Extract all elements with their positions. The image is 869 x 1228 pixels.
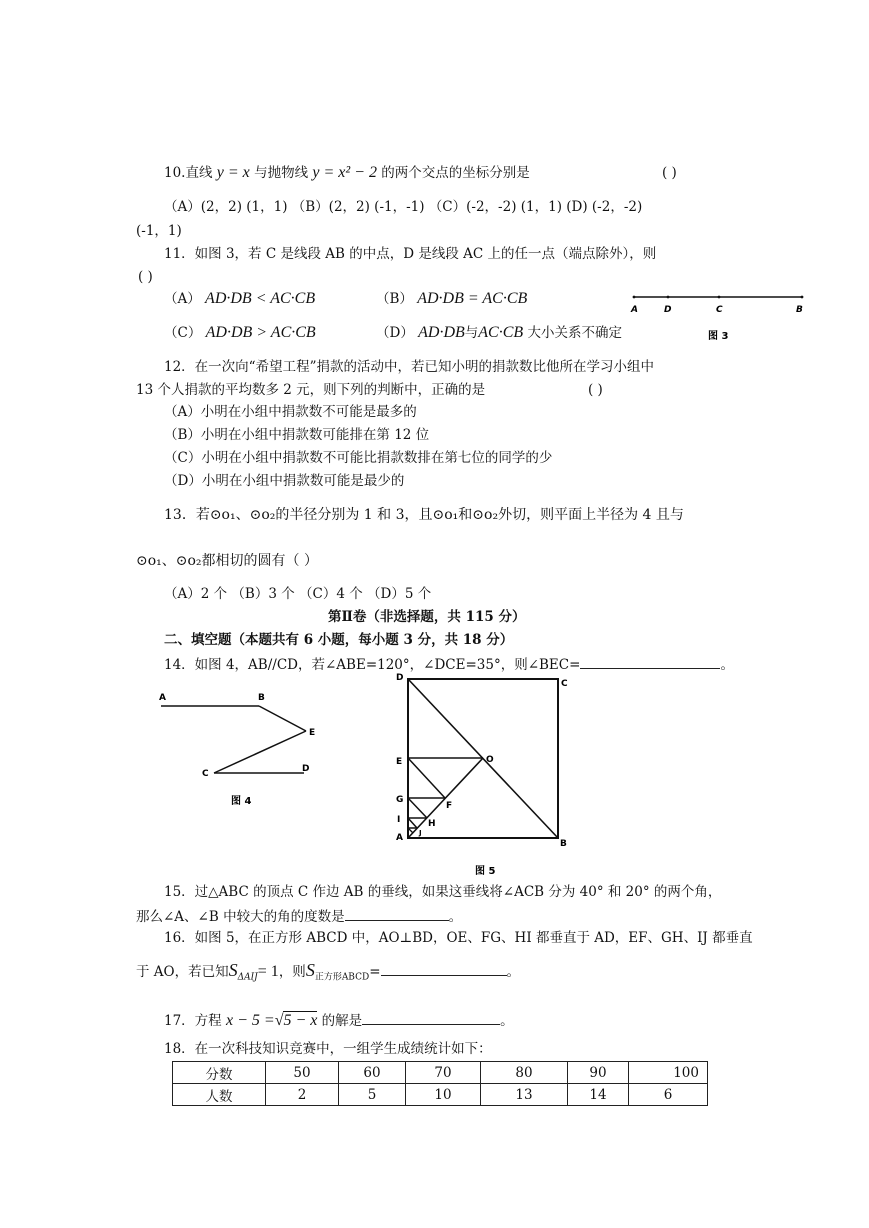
q11-option-a: （A） AD·DB < AC·CB bbox=[164, 290, 316, 307]
q16-answer-blank[interactable] bbox=[381, 961, 507, 976]
section2-title: 二、填空题（本题共有 6 小题，每小题 3 分，共 18 分） bbox=[164, 632, 514, 648]
q11-option-c: （C） AD·DB > AC·CB bbox=[164, 324, 316, 341]
q10-options-line1: （A）(2，2) (1，1) （B）(2，2) (-1，-1) （C）(-2，-2) (1，1) (D) (-2，-2) bbox=[164, 199, 643, 215]
table-cell: 5 bbox=[339, 1084, 406, 1106]
q12-line2: 13 个人捐款的平均数多 2 元，则下列的判断中，正确的是 bbox=[136, 382, 486, 398]
q12-option-c: （C）小明在小组中捐款数不可能比捐款数排在第七位的同学的少 bbox=[164, 450, 553, 466]
fig5-line-ef bbox=[408, 758, 445, 798]
q13-line2: ⊙o₁、⊙o₂都相切的圆有（ ） bbox=[136, 553, 318, 569]
fig5-caption: 图 5 bbox=[475, 866, 496, 877]
q17-answer-blank[interactable] bbox=[362, 1010, 500, 1025]
fig5-label-g: G bbox=[396, 795, 404, 805]
fig5-label-i: I bbox=[397, 815, 401, 825]
fig5-label-o: O bbox=[486, 755, 494, 765]
table-cell: 90 bbox=[568, 1062, 629, 1084]
table-cell: 100 bbox=[629, 1062, 708, 1084]
table-cell: 60 bbox=[339, 1062, 406, 1084]
fig4-caption: 图 4 bbox=[231, 796, 252, 807]
fig5-label-j: J bbox=[419, 829, 422, 837]
q10-options-line2: (-1，1) bbox=[136, 223, 182, 239]
part2-title: 第Ⅱ卷（非选择题，共 115 分） bbox=[328, 609, 526, 625]
fig3-point-c bbox=[718, 296, 721, 299]
q10-eq2: y = x² − 2 bbox=[312, 164, 377, 181]
table-cell: 6 bbox=[629, 1084, 708, 1106]
q10-stem: 10.直线 y = x 与抛物线 y = x² − 2 的两个交点的坐标分别是 bbox=[164, 164, 530, 181]
q13-options: （A）2 个 （B）3 个 （C）4 个 （D）5 个 bbox=[164, 586, 432, 602]
table-cell: 13 bbox=[481, 1084, 568, 1106]
table-cell: 10 bbox=[406, 1084, 481, 1106]
figure-4 bbox=[155, 688, 330, 810]
fig4-label-e: E bbox=[309, 728, 316, 738]
fig3-label-b: B bbox=[796, 305, 803, 315]
q14-answer-blank[interactable] bbox=[580, 654, 720, 669]
fig5-label-b: B bbox=[560, 839, 567, 849]
score-table bbox=[172, 1061, 708, 1106]
fig4-line-ec bbox=[214, 731, 306, 773]
table-cell: 70 bbox=[406, 1062, 481, 1084]
sqrt-symbol: √ bbox=[274, 1012, 284, 1029]
table-cell: 人数 bbox=[173, 1084, 266, 1106]
q12-option-d: （D）小明在小组中捐款数可能是最少的 bbox=[164, 473, 405, 489]
q15-answer-blank[interactable] bbox=[345, 906, 449, 921]
q12-option-b: （B）小明在小组中捐款数可能排在第 12 位 bbox=[164, 427, 430, 443]
fig3-point-d bbox=[667, 296, 670, 299]
figure-5 bbox=[390, 670, 580, 882]
q11-stem: 11．如图 3，若 C 是线段 AB 的中点，D 是线段 AC 上的任一点（端点除外），则 bbox=[164, 246, 657, 262]
q12-option-a: （A）小明在小组中捐款数不可能是最多的 bbox=[164, 404, 417, 420]
q16-line1: 16．如图 5，在正方形 ABCD 中，AO⊥BD，OE、FG、HI 都垂直于 AD，EF、GH、IJ 都垂直 bbox=[164, 930, 753, 946]
q13-line1: 13．若⊙o₁、⊙o₂的半径分别为 1 和 3，且⊙o₁和⊙o₂外切，则平面上半径为 4 且与 bbox=[164, 507, 684, 523]
table-cell: 50 bbox=[266, 1062, 339, 1084]
fig5-label-f: F bbox=[446, 801, 453, 811]
fig5-line-ij bbox=[408, 818, 417, 828]
fig5-label-e: E bbox=[396, 757, 403, 767]
q18-stem: 18．在一次科技知识竞赛中，一组学生成绩统计如下： bbox=[164, 1041, 492, 1057]
q16-line2: 于 AO，若已知$S_{\Delta AIJ}= 1$，则$S_{正方形ABCD}=$ 。 bbox=[136, 960, 521, 983]
fig3-label-d: D bbox=[664, 305, 672, 315]
fig4-label-b: B bbox=[258, 693, 265, 703]
q11-option-d: （D） AD·DB与AC·CB 大小关系不确定 bbox=[376, 324, 622, 341]
q11-paren: ( ) bbox=[138, 269, 153, 285]
table-cell: 14 bbox=[568, 1084, 629, 1106]
fig5-label-c: C bbox=[561, 679, 568, 689]
q14-stem: 14．如图 4，AB//CD，若∠ABE=120°，∠DCE=35°，则∠BEC= 。 bbox=[164, 654, 734, 674]
fig4-label-d: D bbox=[302, 764, 310, 774]
fig5-label-h: H bbox=[428, 819, 436, 829]
q11-option-b: （B） AD·DB = AC·CB bbox=[376, 290, 528, 307]
fig5-label-a: A bbox=[396, 833, 403, 843]
fig4-label-c: C bbox=[202, 769, 209, 779]
fig3-label-a: A bbox=[631, 305, 638, 315]
fig3-caption: 图 3 bbox=[708, 331, 729, 342]
q12-line1: 12．在一次向“希望工程”捐款的活动中，若已知小明的捐款数比他所在学习小组中 bbox=[164, 359, 654, 375]
table-row bbox=[173, 1062, 708, 1084]
fig4-label-a: A bbox=[159, 693, 166, 703]
fig4-line-be bbox=[259, 706, 306, 731]
fig5-label-d: D bbox=[396, 673, 404, 683]
table-cell: 80 bbox=[481, 1062, 568, 1084]
q10-eq1: y = x bbox=[216, 164, 250, 181]
table-cell: 分数 bbox=[173, 1062, 266, 1084]
fig3-label-c: C bbox=[716, 305, 723, 315]
q10-paren: ( ) bbox=[662, 165, 677, 181]
q17-stem: 17．方程 x − 5 =√5 − x 的解是 。 bbox=[164, 1012, 514, 1029]
q15-line2: 那么∠A、∠B 中较大的角的度数是 。 bbox=[136, 906, 462, 926]
q12-paren: ( ) bbox=[588, 382, 603, 398]
table-cell: 2 bbox=[266, 1084, 339, 1106]
fig3-point-a bbox=[633, 296, 636, 299]
fig3-point-b bbox=[801, 296, 804, 299]
table-row bbox=[173, 1084, 708, 1106]
figure-3 bbox=[626, 288, 816, 346]
fig5-line-gh bbox=[408, 798, 427, 818]
q15-line1: 15．过△ABC 的顶点 C 作边 AB 的垂线，如果这垂线将∠ACB 分为 40° 和 20° 的两个角， bbox=[164, 884, 722, 900]
